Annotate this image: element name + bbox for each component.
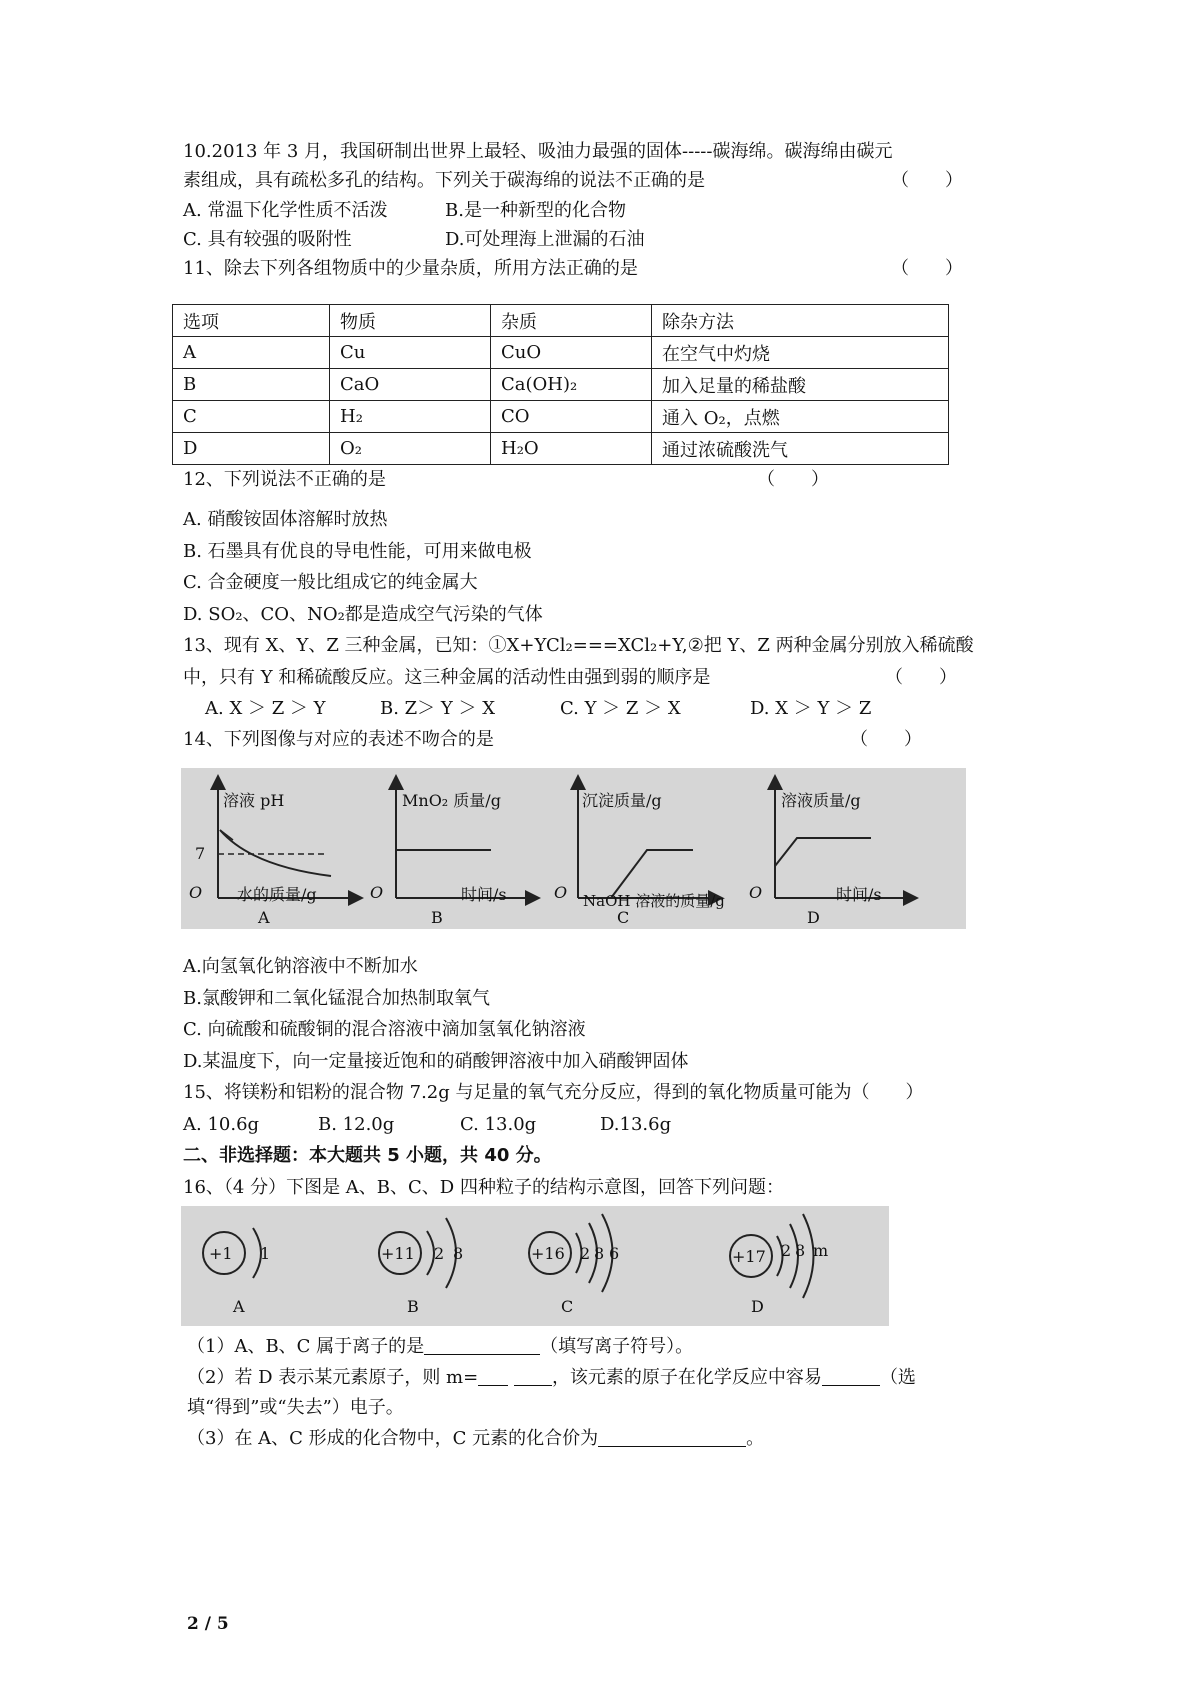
q16-part2-mid: ，该元素的原子在化学反应中容易 xyxy=(551,1367,822,1388)
table-cell: D xyxy=(173,433,330,465)
q16-part3 xyxy=(187,1428,764,1450)
graph-d-letter: D xyxy=(807,908,820,927)
q13-answer-paren: （ ） xyxy=(885,667,957,688)
q13-options xyxy=(205,698,871,720)
particle-b-nucleus-charge: +11 xyxy=(381,1244,415,1263)
particle-c-nucleus-charge: +16 xyxy=(531,1244,565,1263)
answer-blank[interactable] xyxy=(514,1367,552,1386)
particle-c-shell-2-count: 8 xyxy=(594,1244,605,1263)
particle-a-nucleus-charge: +1 xyxy=(209,1244,233,1263)
q13-option-c: C. Y ＞ Z ＞ X xyxy=(560,698,681,719)
table-row xyxy=(173,369,949,401)
q16-particles-figure xyxy=(181,1206,889,1326)
particle-d-shell-2-count: 8 xyxy=(795,1241,806,1260)
table-header-cell: 杂质 xyxy=(491,305,652,337)
q14-stem-row xyxy=(183,729,922,751)
q12-option-d: D. SO₂、CO、NO₂都是造成空气污染的气体 xyxy=(183,604,543,625)
q10-answer-paren: （ ） xyxy=(891,170,963,191)
q15-option-d: D.13.6g xyxy=(600,1114,672,1135)
graph-b-ylabel: MnO₂ 质量/g xyxy=(402,791,501,810)
q10-option-d: D.可处理海上泄漏的石油 xyxy=(445,229,645,250)
q11-answer-paren: （ ） xyxy=(891,258,963,279)
particle-d-letter: D xyxy=(751,1297,764,1316)
q16-part1-tail: （填写离子符号）。 xyxy=(540,1336,694,1357)
q16-stem: 16、（4 分）下图是 A、B、C、D 四种粒子的结构示意图，回答下列问题： xyxy=(183,1177,784,1198)
table-cell: Ca(OH)₂ xyxy=(491,369,652,401)
q16-part2-tail: （选 xyxy=(879,1367,916,1388)
graph-a-ylabel: 溶液 pH xyxy=(223,791,285,810)
q12-option-a: A. 硝酸铵固体溶解时放热 xyxy=(183,509,388,530)
table-cell: Cu xyxy=(330,337,491,369)
particle-d-nucleus-charge: +17 xyxy=(732,1247,766,1266)
q16-part2 xyxy=(187,1367,916,1389)
particle-d-shell-1-count: 2 xyxy=(781,1241,792,1260)
q10-line1: 10.2013 年 3 月，我国研制出世界上最轻、吸油力最强的固体-----碳海绵。碳海绵由碳元 xyxy=(183,141,893,162)
table-cell: CaO xyxy=(330,369,491,401)
table-cell: A xyxy=(173,337,330,369)
table-row xyxy=(173,401,949,433)
graph-d-ylabel: 溶液质量/g xyxy=(781,791,861,810)
particle-b-shell-2-count: 8 xyxy=(453,1244,464,1263)
q16-part3-tail: 。 xyxy=(746,1428,765,1449)
graph-c-ylabel: 沉淀质量/g xyxy=(582,791,662,810)
table-row xyxy=(173,337,949,369)
graph-a-tick-7: 7 xyxy=(195,844,206,863)
q11-stem: 11、除去下列各组物质中的少量杂质，所用方法正确的是 xyxy=(183,258,638,279)
q15-stem: 15、将镁粉和铝粉的混合物 7.2g 与足量的氧气充分反应，得到的氧化物质量可能为（ ） xyxy=(183,1082,924,1103)
q11-table xyxy=(172,304,949,465)
q14-option-d: D.某温度下，向一定量接近饱和的硝酸钾溶液中加入硝酸钾固体 xyxy=(183,1051,689,1072)
q15-option-a: A. 10.6g xyxy=(183,1114,260,1135)
q13-line2-row xyxy=(183,667,957,689)
table-cell: CuO xyxy=(491,337,652,369)
particle-a-shell-1-count: 1 xyxy=(260,1244,271,1263)
answer-blank[interactable] xyxy=(424,1336,540,1355)
q16-part3-text: （3）在 A、C 形成的化合物中，C 元素的化合价为 xyxy=(187,1428,599,1449)
table-header-cell: 物质 xyxy=(330,305,491,337)
q14-option-c: C. 向硫酸和硫酸铜的混合溶液中滴加氢氧化钠溶液 xyxy=(183,1019,586,1040)
graph-a-origin: O xyxy=(189,883,203,902)
table-cell: C xyxy=(173,401,330,433)
graph-a-xlabel: 水的质量/g xyxy=(237,885,317,904)
q14-answer-paren: （ ） xyxy=(850,729,922,750)
table-cell: 加入足量的稀盐酸 xyxy=(652,369,949,401)
q14-stem: 14、下列图像与对应的表述不吻合的是 xyxy=(183,729,494,750)
table-cell: B xyxy=(173,369,330,401)
q13-option-b: B. Z＞ Y ＞ X xyxy=(380,698,496,719)
graph-c-letter: C xyxy=(617,908,630,927)
q10-line2-row xyxy=(183,170,1053,192)
page-number: 2 / 5 xyxy=(187,1614,229,1634)
q16-part2-text: （2）若 D 表示某元素原子，则 m= xyxy=(187,1367,479,1388)
graph-b-xlabel: 时间/s xyxy=(461,885,507,904)
table-cell: H₂O xyxy=(491,433,652,465)
q10-options-ab xyxy=(183,200,626,222)
table-cell: CO xyxy=(491,401,652,433)
q13-line1: 13、现有 X、Y、Z 三种金属，已知：①X+YCl₂===XCl₂+Y,②把 Y、Z 两种金属分别放入稀硫酸 xyxy=(183,635,974,656)
q13-line2: 中，只有 Y 和稀硫酸反应。这三种金属的活动性由强到弱的顺序是 xyxy=(183,667,711,688)
graph-c-origin: O xyxy=(554,883,568,902)
particle-b-letter: B xyxy=(407,1297,419,1316)
q16-part1-text: （1）A、B、C 属于离子的是 xyxy=(187,1336,425,1357)
q16-part2-line2: 填“得到”或“失去”）电子。 xyxy=(187,1397,404,1418)
q12-answer-paren: （ ） xyxy=(757,469,829,490)
q14-graphs-figure xyxy=(181,768,966,929)
q16-part1 xyxy=(187,1336,693,1358)
table-cell: O₂ xyxy=(330,433,491,465)
table-cell: 通入 O₂，点燃 xyxy=(652,401,949,433)
graph-b-letter: B xyxy=(431,908,443,927)
particle-b-shell-1-count: 2 xyxy=(434,1244,445,1263)
graph-d-xlabel: 时间/s xyxy=(836,885,882,904)
answer-blank[interactable] xyxy=(598,1428,746,1447)
q13-option-a: A. X ＞ Z ＞ Y xyxy=(205,698,326,719)
q11-stem-row xyxy=(183,258,1053,280)
graph-a-letter: A xyxy=(258,908,270,927)
graph-b-origin: O xyxy=(370,883,384,902)
particle-c-shell-1-count: 2 xyxy=(580,1244,591,1263)
particle-d-shell-3-count: m xyxy=(813,1241,829,1260)
answer-blank[interactable] xyxy=(478,1367,508,1386)
table-header-cell: 除杂方法 xyxy=(652,305,949,337)
q13-option-d: D. X ＞ Y ＞ Z xyxy=(750,698,872,719)
q15-option-b: B. 12.0g xyxy=(318,1114,395,1135)
section-2-heading: 二、非选择题：本大题共 5 小题，共 40 分。 xyxy=(183,1145,552,1166)
q10-option-c: C. 具有较强的吸附性 xyxy=(183,229,352,250)
q14-option-a: A.向氢氧化钠溶液中不断加水 xyxy=(183,956,418,977)
table-cell: H₂ xyxy=(330,401,491,433)
q10-option-a: A. 常温下化学性质不活泼 xyxy=(183,200,388,221)
graph-c-xlabel: NaOH 溶液的质量/g xyxy=(583,892,725,910)
table-row xyxy=(173,433,949,465)
graph-d-origin: O xyxy=(749,883,763,902)
q12-stem: 12、下列说法不正确的是 xyxy=(183,469,386,490)
q12-option-b: B. 石墨具有优良的导电性能，可用来做电极 xyxy=(183,541,532,562)
q10-option-b: B.是一种新型的化合物 xyxy=(445,200,626,221)
particle-c-shell-3-count: 6 xyxy=(609,1244,620,1263)
table-header-row xyxy=(173,305,949,337)
q15-option-c: C. 13.0g xyxy=(460,1114,537,1135)
q15-options xyxy=(183,1114,671,1136)
answer-blank[interactable] xyxy=(822,1367,880,1386)
particle-c-letter: C xyxy=(561,1297,574,1316)
table-cell: 在空气中灼烧 xyxy=(652,337,949,369)
q10-options-cd xyxy=(183,229,645,251)
q14-option-b: B.氯酸钾和二氧化锰混合加热制取氧气 xyxy=(183,988,490,1009)
q12-stem-row xyxy=(183,469,829,491)
table-cell: 通过浓硫酸洗气 xyxy=(652,433,949,465)
q12-option-c: C. 合金硬度一般比组成它的纯金属大 xyxy=(183,572,478,593)
table-header-cell: 选项 xyxy=(173,305,330,337)
q10-line2: 素组成，具有疏松多孔的结构。下列关于碳海绵的说法不正确的是 xyxy=(183,170,705,191)
particle-a-letter: A xyxy=(233,1297,245,1316)
